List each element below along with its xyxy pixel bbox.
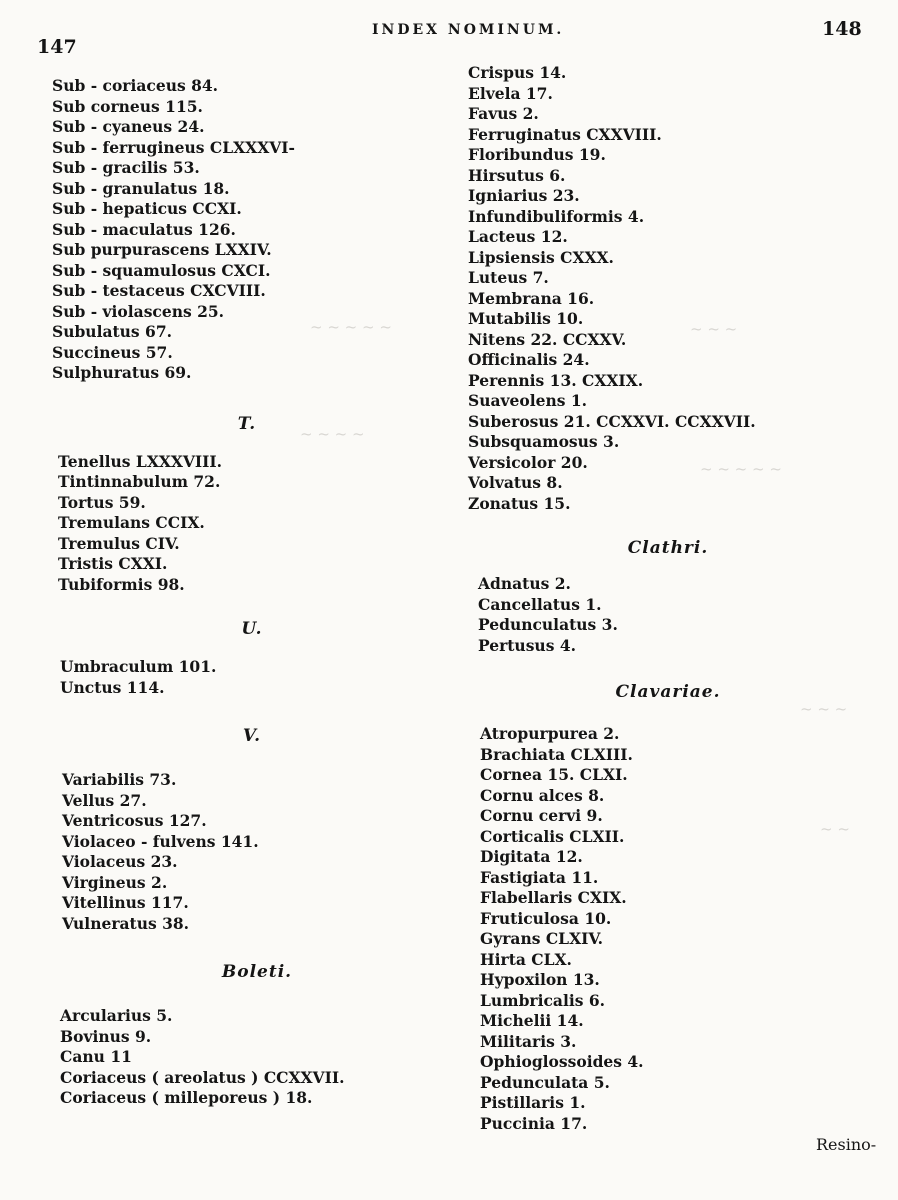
bleed-through-mark: ~ ~ ~	[800, 700, 848, 718]
index-entry: Sub - testaceus CXCVIII.	[52, 281, 266, 300]
index-entry: Sub - granulatus 18.	[52, 178, 230, 198]
index-entry: Corticalis CLXII.	[480, 826, 625, 846]
index-entry: Atropurpurea 2.	[480, 724, 620, 743]
index-entry: Lumbricalis 6.	[480, 990, 606, 1010]
index-entry: Sub corneus 115.	[52, 96, 203, 116]
index-entry: Michelii 14.	[480, 1011, 584, 1030]
t-entries	[58, 452, 442, 596]
index-entry: Violaceo - fulvens 141.	[62, 831, 259, 851]
bleed-through-mark: ~ ~ ~	[690, 320, 738, 338]
right-column	[468, 63, 888, 1134]
index-entry: Lipsiensis CXXX.	[468, 247, 614, 267]
page-number-right: 148	[822, 18, 862, 40]
u-entries	[60, 657, 442, 698]
index-entry: Cornu cervi 9.	[480, 806, 603, 825]
index-entry: Infundibuliformis 4.	[468, 206, 645, 226]
clavariae-entries	[480, 724, 888, 1134]
index-entry: Hirta CLX.	[480, 949, 572, 969]
boleti-continued-entries	[468, 63, 888, 514]
bleed-through-mark: ~ ~ ~ ~	[300, 425, 365, 443]
boleti-entries	[60, 1006, 442, 1109]
index-entry: Sub - cyaneus 24.	[52, 117, 205, 136]
index-entry: Vellus 27.	[62, 790, 147, 810]
index-entry: Suaveolens 1.	[468, 391, 588, 410]
index-entry: Officinalis 24.	[468, 350, 590, 369]
index-entry: Umbraculum 101.	[60, 657, 217, 676]
index-entry: Fastigiata 11.	[480, 867, 599, 887]
clathri-entries	[478, 574, 888, 656]
index-entry: Ophioglossoides 4.	[480, 1052, 644, 1071]
sub-entries	[52, 76, 442, 384]
index-entry: Hypoxilon 13.	[480, 970, 600, 989]
index-entry: Tubiformis 98.	[58, 574, 185, 594]
index-entry: Sub - ferrugineus CLXXXVI-	[52, 137, 295, 157]
index-entry: Fruticulosa 10.	[480, 908, 612, 928]
index-entry: Arcularius 5.	[60, 1006, 173, 1025]
catchword: Resino-	[816, 1135, 877, 1154]
v-entries	[62, 770, 442, 934]
index-entry: Vulneratus 38.	[62, 913, 190, 933]
index-entry: Tremulus CIV.	[58, 533, 180, 553]
index-entry: Tremulans CCIX.	[58, 513, 205, 532]
index-entry: Nitens 22. CCXXV.	[468, 329, 627, 349]
index-entry: Ferruginatus CXXVIII.	[468, 124, 662, 144]
index-entry: Puccinia 17.	[480, 1113, 588, 1133]
index-entry: Tintinnabulum 72.	[58, 472, 221, 491]
index-entry: Mutabilis 10.	[468, 309, 584, 328]
bleed-through-mark: ~ ~ ~ ~ ~	[310, 318, 392, 336]
index-entry: Violaceus 23.	[62, 852, 178, 871]
index-entry: Variabilis 73.	[62, 770, 177, 789]
index-entry: Cornea 15. CLXI.	[480, 765, 628, 784]
index-entry: Sub - coriaceus 84.	[52, 76, 219, 95]
index-entry: Gyrans CLXIV.	[480, 929, 604, 948]
bleed-through-mark: ~ ~ ~ ~ ~	[700, 460, 782, 478]
left-column	[52, 76, 442, 1109]
index-entry: Flabellaris CXIX.	[480, 888, 627, 907]
index-entry: Subsquamosus 3.	[468, 432, 620, 451]
index-entry: Ventricosus 127.	[62, 811, 207, 830]
index-entry: Coriaceus ( milleporeus ) 18.	[60, 1088, 313, 1107]
index-entry: Elvela 17.	[468, 83, 553, 103]
index-entry: Sub purpurascens LXXIV.	[52, 240, 272, 259]
index-entry: Militaris 3.	[480, 1031, 577, 1051]
index-entry: Sub - gracilis 53.	[52, 158, 200, 177]
index-entry: Sub - violascens 25.	[52, 301, 225, 321]
index-entry: Tortus 59.	[58, 492, 146, 512]
index-entry: Volvatus 8.	[468, 473, 563, 492]
index-entry: Canu 11	[60, 1047, 132, 1066]
bleed-through-mark: ~ ~	[820, 820, 850, 838]
index-entry: Sulphuratus 69.	[52, 363, 192, 382]
index-entry: Tenellus LXXXVIII.	[58, 451, 223, 471]
index-entry: Versicolor 20.	[468, 452, 588, 472]
index-entry: Perennis 13. CXXIX.	[468, 370, 644, 390]
index-entry: Tristis CXXI.	[58, 554, 168, 573]
index-entry: Virgineus 2.	[62, 872, 168, 892]
index-entry: Crispus 14.	[468, 63, 567, 82]
section-heading-v: V.	[242, 726, 262, 746]
index-entry: Pedunculata 5.	[480, 1072, 610, 1092]
index-entry: Lacteus 12.	[468, 227, 568, 246]
index-entry: Coriaceus ( areolatus ) CCXXVII.	[60, 1067, 345, 1087]
index-entry: Cornu alces 8.	[480, 785, 605, 805]
index-entry: Favus 2.	[468, 104, 539, 123]
section-heading-clathri: Clathri.	[627, 538, 709, 558]
index-entry: Pertusus 4.	[478, 635, 576, 655]
section-heading-u: U.	[241, 619, 263, 639]
section-heading-t: T.	[237, 413, 257, 434]
section-heading-boleti: Boleti.	[221, 962, 293, 982]
index-entry: Adnatus 2.	[478, 574, 571, 593]
index-entry: Vitellinus 117.	[62, 893, 189, 912]
index-entry: Pedunculatus 3.	[478, 615, 618, 634]
index-entry: Hirsutus 6.	[468, 165, 566, 185]
index-entry: Luteus 7.	[468, 268, 549, 287]
index-entry: Floribundus 19.	[468, 145, 606, 164]
index-entry: Bovinus 9.	[60, 1026, 152, 1046]
index-entry: Succineus 57.	[52, 342, 173, 362]
index-entry: Igniarius 23.	[468, 186, 580, 205]
running-head: INDEX NOMINUM.	[372, 22, 565, 38]
index-entry: Digitata 12.	[480, 847, 583, 866]
index-entry: Zonatus 15.	[468, 493, 571, 513]
index-entry: Subulatus 67.	[52, 322, 173, 341]
index-entry: Unctus 114.	[60, 677, 165, 697]
index-entry: Sub - squamulosus CXCI.	[52, 260, 271, 280]
index-entry: Sub - hepaticus CCXI.	[52, 199, 242, 218]
index-entry: Brachiata CLXIII.	[480, 744, 633, 764]
section-heading-clavariae: Clavariae.	[615, 682, 721, 702]
index-entry: Cancellatus 1.	[478, 594, 602, 614]
index-entry: Sub - maculatus 126.	[52, 219, 236, 239]
index-entry: Pistillaris 1.	[480, 1093, 586, 1112]
index-entry: Membrana 16.	[468, 288, 595, 308]
index-entry: Suberosus 21. CCXXVI. CCXXVII.	[468, 411, 756, 431]
page-number-left: 147	[37, 36, 77, 58]
